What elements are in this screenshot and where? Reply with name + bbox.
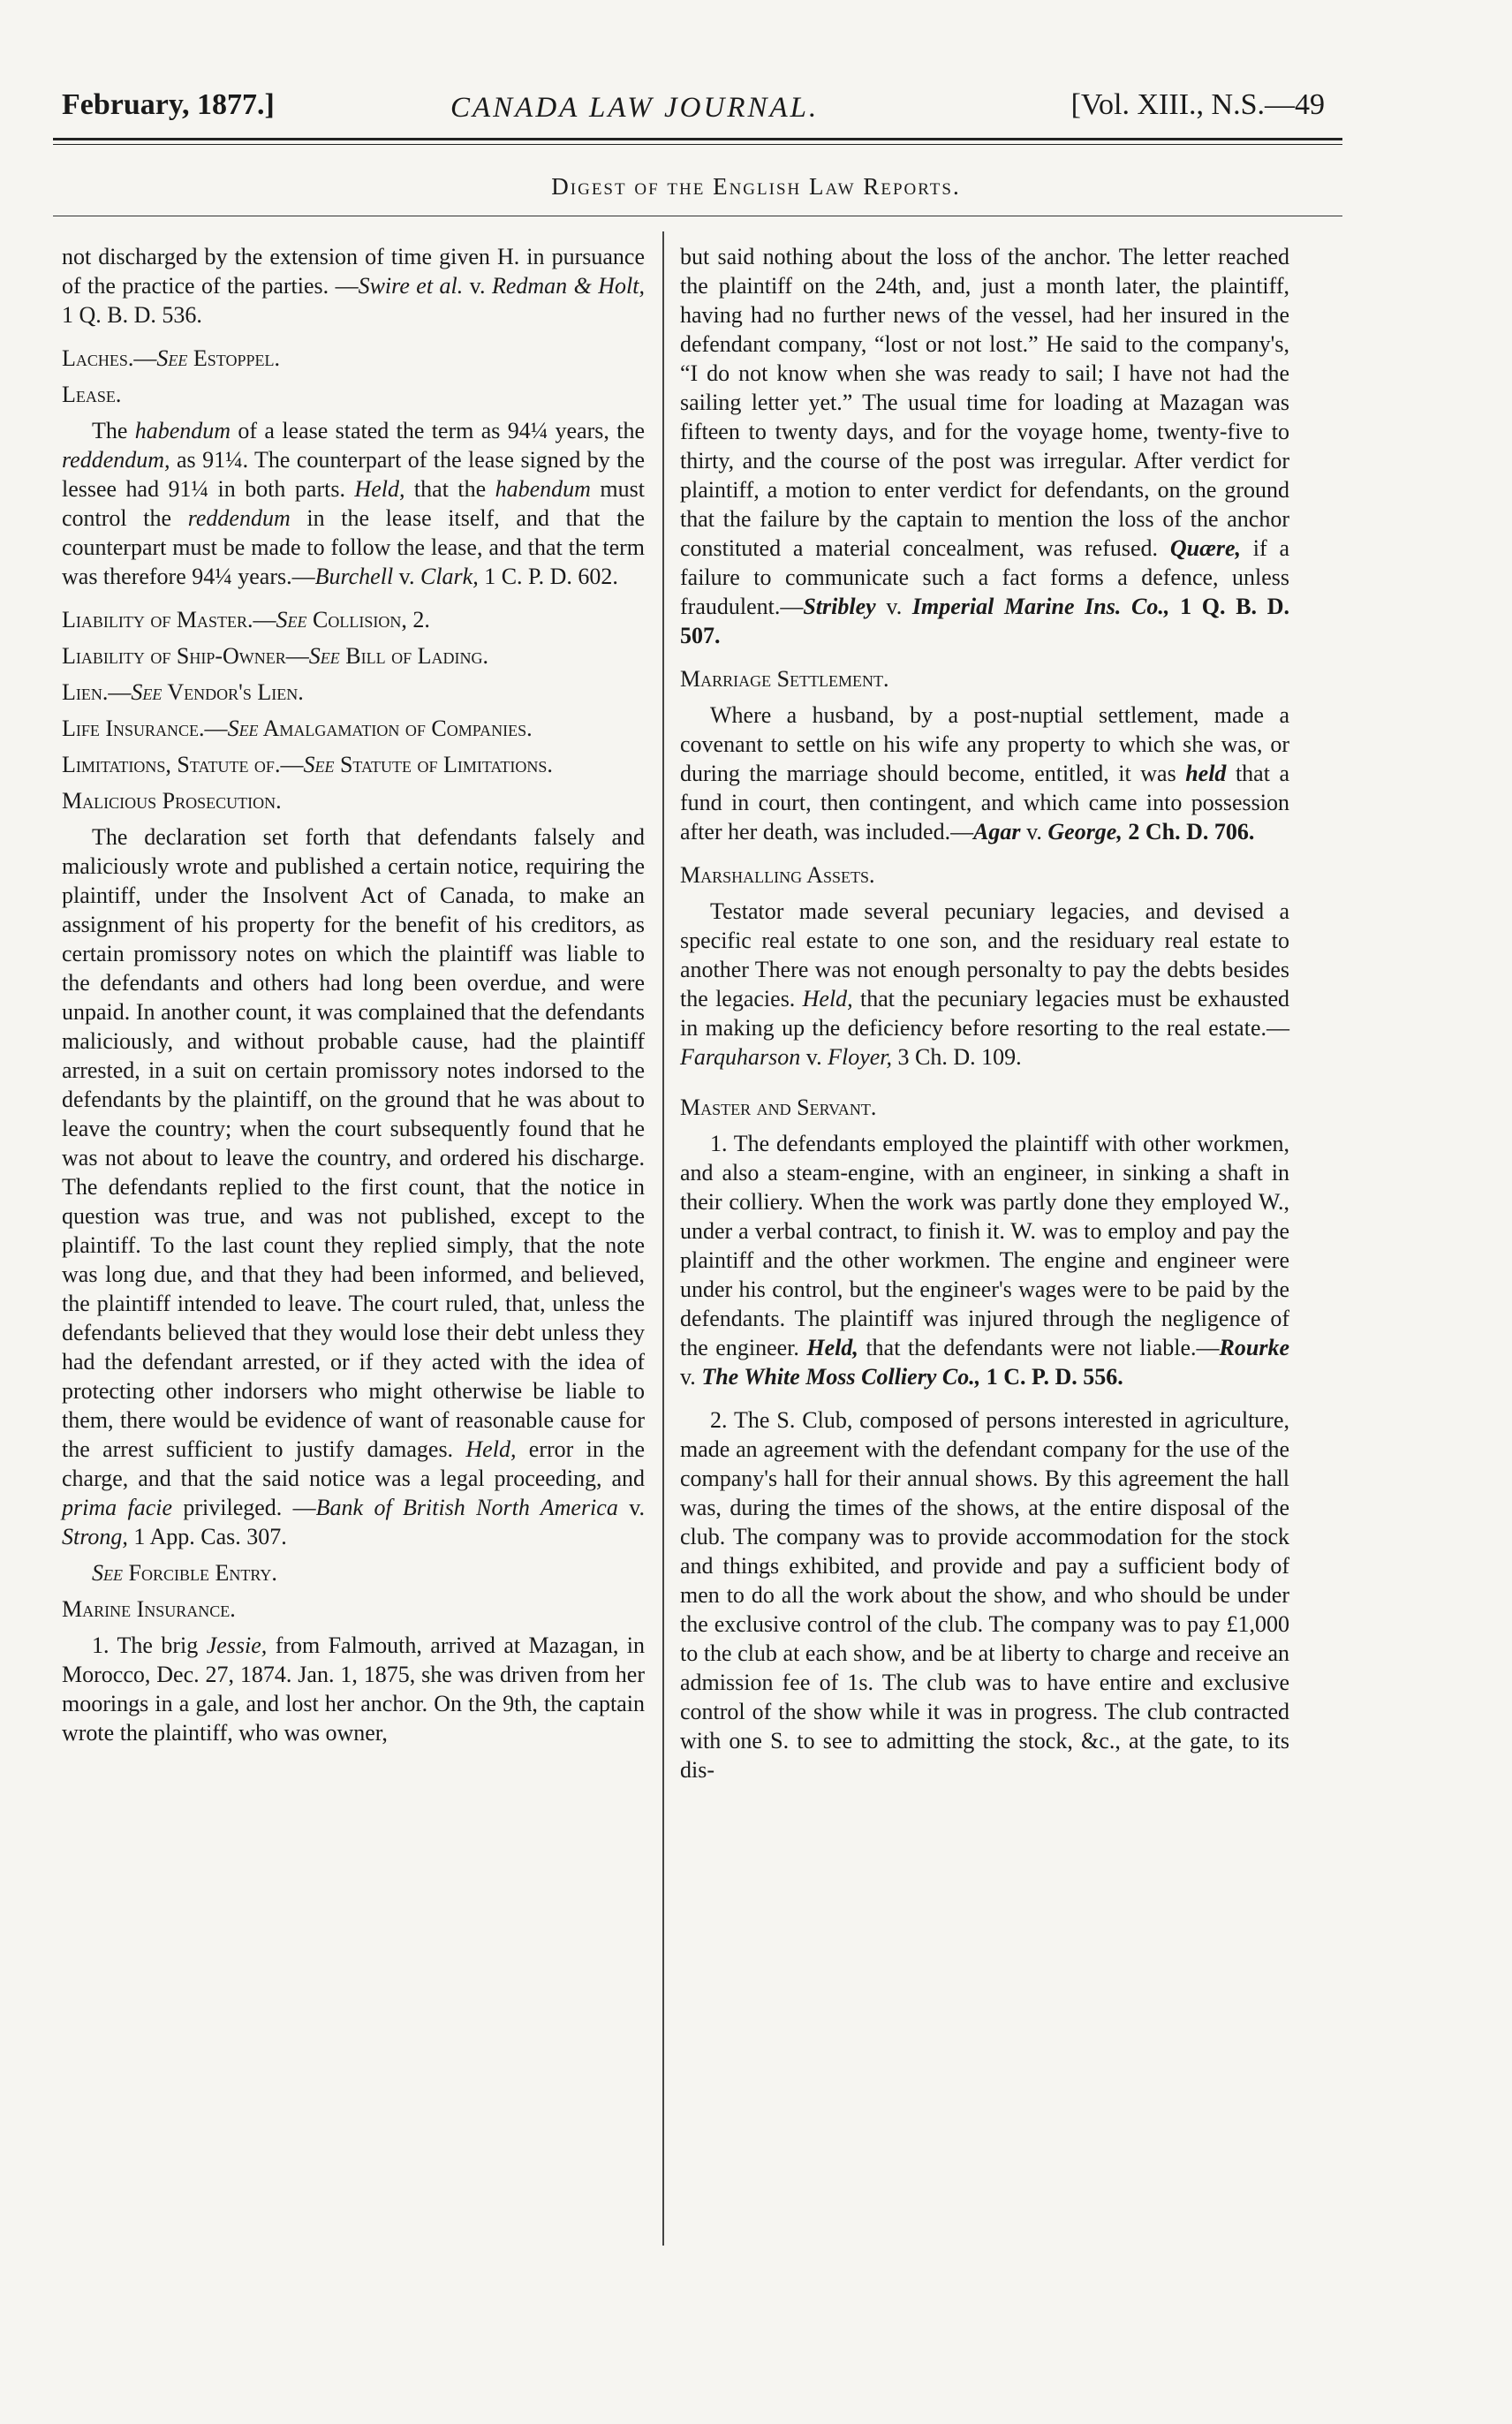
heading-limitations: Limitations, Statute of.—See Statute of Limitations. [62, 752, 553, 777]
entry-master-and-servant-2: 2. The S. Club, composed of persons interested in agriculture, made an agreement with the defendant company for the use of the company's hall for their annual shows. By this agreement the hall was, during the times of the shows, at the entire disposal of the club. The company was to provide accommodation for the stock and things exhibited, and provide and pay a sufficient body of men to do all the work about the show, and who should be under the exclusive control of the club. The company was to pay £1,000 to the club at each show, and be at liberty to charge and receive an admission fee of 1s. The club was to have entire and exclusive control of the show while it was in progress. The club contracted with one S. to see to admitting the stock, &c., at the gate, to its dis- [680, 1407, 1289, 1783]
see-forcible-entry: See Forcible Entry. [92, 1560, 277, 1586]
heading-lien: Lien.—See Vendor's Lien. [62, 679, 304, 705]
running-header [62, 88, 1325, 133]
heading-malicious-prosecution: Malicious Prosecution. [62, 788, 282, 814]
entry-marshalling-assets: Testator made several pecuniary legacies, and devised a specific real estate to one son, and the residuary real estate to another There was not enough personalty to pay the debts besides the legacies. Held, that the pecuniary legacies must be exhausted in making up the deficiency before resorting to the real estate.—Farquharson v. Floyer, 3 Ch. D. 109. [680, 898, 1289, 1070]
entry-marine-insurance-continued: but said nothing about the loss of the anchor. The letter reached the plaintiff on the 24th, and, just a month later, the plaintiff, having had no further news of the vessel, had her insured in the defendant company, “lost or not lost.” He said to the company's, “I do not know when she was ready to sail; I have not had the sailing letter yet.” The usual time for loading at Mazagan was fifteen to twenty days, and for the voyage home, twenty-five to thirty, and the course of the post was irregular. After verdict for plaintiff, a motion to enter verdict for defendants, on the ground that the failure by the captain to mention the loss of the anchor constituted a material concealment, was refused. Quære, if a failure to communicate such a fact forms a defence, unless fraudulent.—Stribley v. Imperial Marine Ins. Co., 1 Q. B. D. 507. [680, 244, 1290, 648]
heading-marine-insurance: Marine Insurance. [62, 1596, 236, 1622]
header-volume: [Vol. XIII., N.S.—49 [1070, 88, 1325, 121]
header-rule-thin [53, 144, 1342, 145]
heading-master-and-servant: Master and Servant. [680, 1095, 877, 1120]
heading-liability-of-ship-owner: Liability of Ship-Owner—See Bill of Lading. [62, 643, 488, 669]
entry-lease: The habendum of a lease stated the term as 94¼ years, the reddendum, as 91¼. The counterpart of the lease signed by the lessee had 91¼ in both parts. Held, that the habendum must control the reddendum in the lease itself, and that the counterpart must be made to follow the lease, and that the term was therefore 94¼ years.—Burchell v. Clark, 1 C. P. D. 602. [62, 418, 645, 589]
column-divider [662, 231, 664, 2246]
entry-malicious-prosecution: The declaration set forth that defendants falsely and maliciously wrote and published a certain notice, requiring the plaintiff, under the Insolvent Act of Canada, to make an assignment of his property for the benefit of his creditors, as certain promissory notes on which the plaintiff was liable to the defendants and others had long been overdue, and were unpaid. In another count, it was complained that the defendants maliciously, and without probable cause, had the plaintiff arrested, in a suit on certain promissory notes indorsed to the defendants by the plaintiff, on the ground that he was about to leave the country; when the court subsequently found that he was not about to leave the country, and ordered his discharge. The defendants replied to the first count, that the notice in question was true, and was not published, except to the plaintiff. To the last count they replied simply, that the note was long due, and that they had been informed, and believed, the plaintiff intended to leave. The court ruled, that, unless the defendants believed that they would lose their debt unless they had the defendant arrested, or if they acted with the idea of protecting other indorsers who might otherwise be liable to them, there would be evidence of want of reasonable cause for the arrest sufficient to justify damages. Held, error in the charge, and that the said notice was a legal proceeding, and prima facie privileged. —Bank of British North America v. Strong, 1 App. Cas. 307. [62, 824, 645, 1549]
header-rule-thick [53, 138, 1342, 140]
entry-continuation: not discharged by the extension of time given H. in pursuance of the practice of the parties. —Swire et al. v. Redman & Holt, 1 Q. B. D. 536. [62, 244, 645, 328]
left-column [62, 242, 645, 1747]
header-journal-title: CANADA LAW JOURNAL. [450, 92, 820, 124]
entry-master-and-servant-1: 1. The defendants employed the plaintiff with other workmen, and also a steam-engine, with an engineer, in sinking a shaft in their colliery. When the work was partly done they employed W., under a verbal contract, to finish it. W. was to employ and pay the plaintiff and the other workmen. The engine and engineer were under his control, but the engineer's wages were to be paid by the defendants. The plaintiff was injured through the negligence of the engineer. Held, that the defendants were not liable.—Rourke v. The White Moss Colliery Co., 1 C. P. D. 556. [680, 1131, 1289, 1390]
heading-laches: Laches.—See Estoppel. [62, 345, 280, 371]
header-date: February, 1877.] [62, 88, 275, 121]
heading-marriage-settlement: Marriage Settlement. [680, 666, 889, 692]
heading-life-insurance: Life Insurance.—See Amalgamation of Companies. [62, 716, 533, 741]
right-column [680, 242, 1289, 1784]
heading-liability-of-master: Liability of Master.—See Collision, 2. [62, 607, 430, 633]
section-title: Digest of the English Law Reports. [551, 173, 961, 200]
entry-marine-insurance-1: 1. The brig Jessie, from Falmouth, arrived at Mazagan, in Morocco, Dec. 27, 1874. Jan. 1, 1875, she was driven from her moorings in a gale, and lost her anchor. On the 9th, the captain wrote the plaintiff, who was owner, [62, 1632, 645, 1746]
heading-marshalling-assets: Marshalling Assets. [680, 862, 875, 888]
heading-lease: Lease. [62, 382, 122, 407]
entry-marriage-settlement: Where a husband, by a post-nuptial settlement, made a covenant to settle on his wife any property to which she was, or during the marriage should become, entitled, it was held that a fund in court, then contingent, and which came into possession after her death, was included.—Agar v. George, 2 Ch. D. 706. [680, 702, 1289, 845]
